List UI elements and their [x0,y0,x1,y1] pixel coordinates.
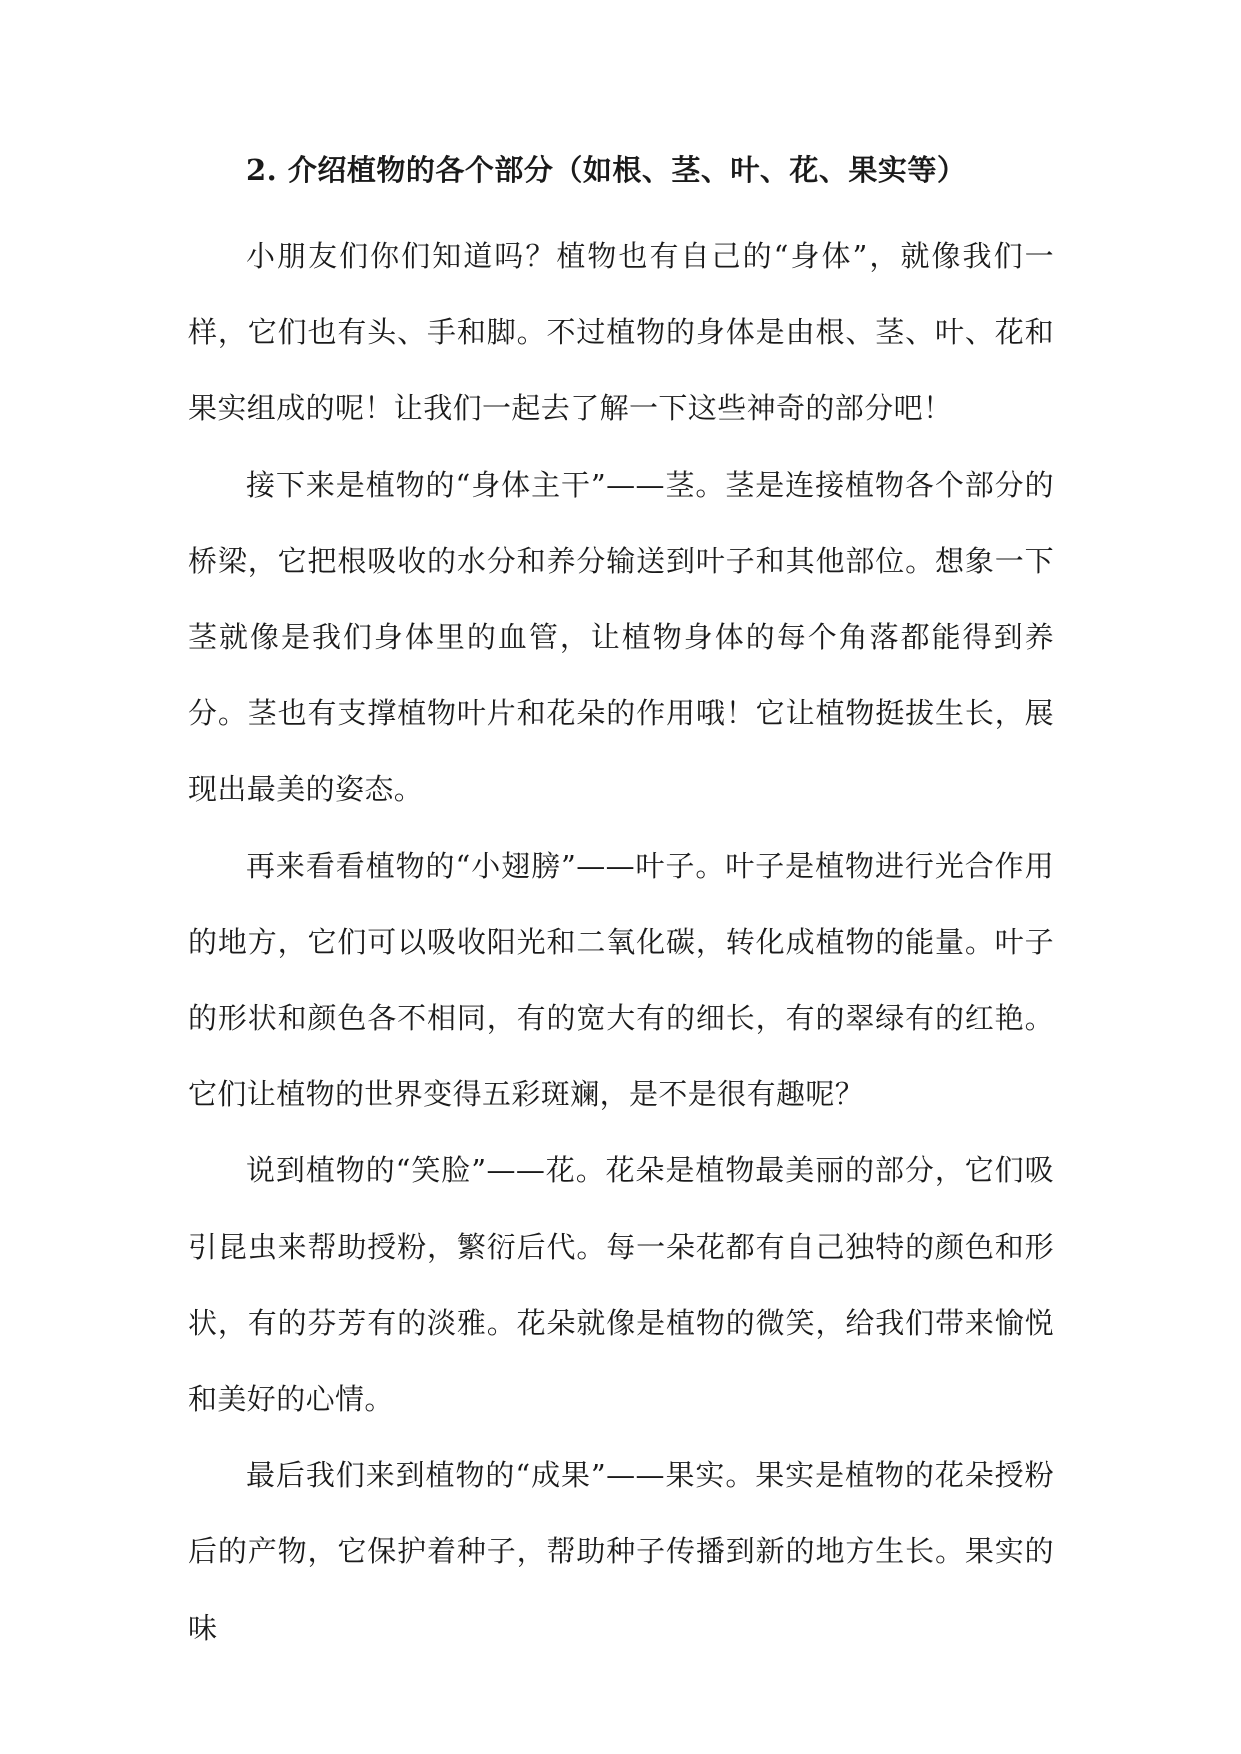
paragraph-leaf: 再来看看植物的“小翅膀”——叶子。叶子是植物进行光合作用的地方，它们可以吸收阳光和二氧化碳，转化成植物的能量。叶子的形状和颜色各不相同，有的宽大有的细长，有的翠绿有的红艳。它们让植物的世界变得五彩斑斓，是不是很有趣呢？ [188,848,1054,1112]
document-body [188,218,1054,1666]
section-heading: 2. 介绍植物的各个部分（如根、茎、叶、花、果实等） [246,153,967,187]
paragraph-intro: 小朋友们你们知道吗？植物也有自己的“身体”，就像我们一样，它们也有头、手和脚。不过植物的身体是由根、茎、叶、花和果实组成的呢！让我们一起去了解一下这些神奇的部分吧！ [188,239,1054,426]
paragraph-flower: 说到植物的“笑脸”——花。花朵是植物最美丽的部分，它们吸引昆虫来帮助授粉，繁衍后代。每一朵花都有自己独特的颜色和形状，有的芬芳有的淡雅。花朵就像是植物的微笑，给我们带来愉悦和美好的心情。 [188,1153,1054,1417]
paragraph-stem: 接下来是植物的“身体主干”——茎。茎是连接植物各个部分的桥梁，它把根吸收的水分和养分输送到叶子和其他部位。想象一下茎就像是我们身体里的血管，让植物身体的每个角落都能得到养分。茎也有支撑植物叶片和花朵的作用哦！它让植物挺拔生长，展现出最美的姿态。 [188,467,1054,807]
paragraph-fruit: 最后我们来到植物的“成果”——果实。果实是植物的花朵授粉后的产物，它保护着种子，帮助种子传播到新的地方生长。果实的味 [188,1458,1054,1645]
